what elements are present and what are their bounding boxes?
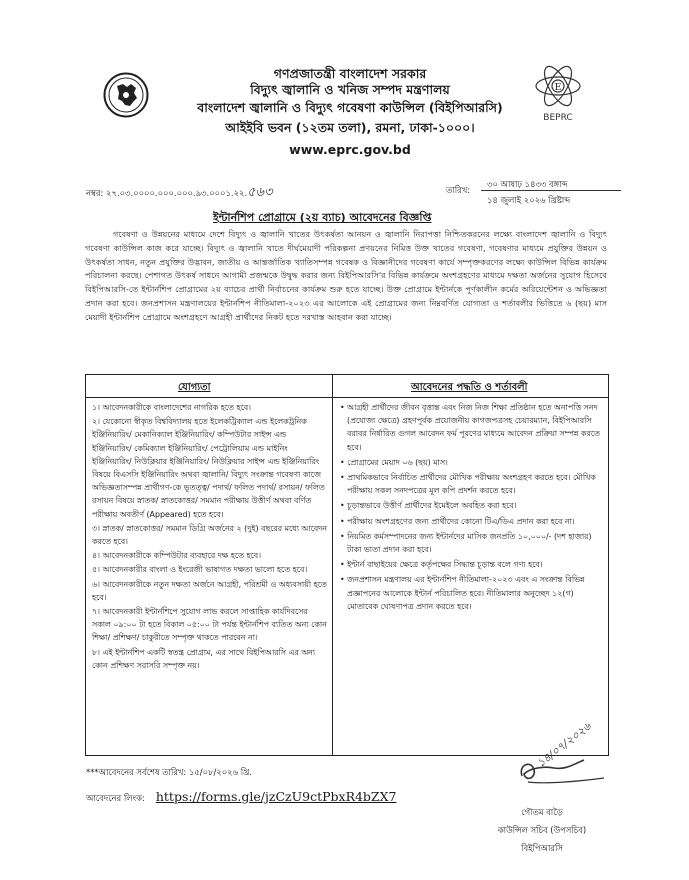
header-ministry: বিদ্যুৎ জ্বালানি ও খনিজ সম্পদ মন্ত্রণালয় — [250, 82, 450, 97]
list-item: ৫। আবেদনকারীর বাংলা ও ইংরেজী ভাষাগত দক্ষতা ভালো হতে হবে। — [92, 565, 308, 575]
application-form-link[interactable]: https://forms.gle/jzCzU9ctPbxR4bZX7 — [155, 789, 397, 804]
notice-title: ইন্টার্নশিপ প্রোগ্রামে (২য় ব্যাচ) আবেদনের বিজ্ঞপ্তি — [213, 211, 432, 224]
list-item: • আগ্রহী প্রার্থীদের জীবন বৃত্তান্ত এবং নিজ নিজ শিক্ষা প্রতিষ্ঠান হতে অনাপত্তি সনদ (প্রযোজ্য ক্ষেত্রে) গ্রহণপূর্বক প্রয়োজনীয় কাগজপত্রসহ চেয়ারম্যান, বিইপিআরসি বরাবর নির্ধারিত গুগল আবেদন ফর্ম পূরণের মাধ্যমে আবেদন প্রক্রিয়া সম্পন্ন করতে হবে। — [340, 403, 600, 452]
list-item: • পরীক্ষায় অংশগ্রহণের জন্য প্রার্থীদের কোনো টিএ/ডিএ প্রদান করা হবে না। — [340, 516, 575, 526]
beprc-logo-icon — [528, 62, 588, 124]
table-column-divider — [332, 375, 333, 755]
list-item: • ইন্টার্ন বাছাইয়ের ক্ষেত্রে কর্তৃপক্ষের সিদ্ধান্ত চূড়ান্ত বলে গণ্য হবে। — [340, 560, 543, 570]
date-bangla: ৩০ আষাঢ় ১৪৩৩ বঙ্গাব্দ — [487, 179, 568, 189]
list-item: • প্রাথমিকভাবে নির্বাচিত প্রার্থীদের মৌখিক পরীক্ষায় অংশগ্রহণ করতে হবে। মৌখিক পরীক্ষায় সকল সনদপত্রের মূল কপি প্রদর্শন করতে হবে। — [340, 473, 596, 496]
memo-number — [86, 183, 272, 204]
application-link-row — [86, 786, 396, 806]
list-item: • নিয়মিত কর্মসম্পাদনের জন্য ইন্টার্নদের মাসিক জনপ্রতি ১০,০০০/- (দশ হাজার) টাকা ভাতা প্রদান করা হবে। — [340, 531, 592, 555]
conditions-header: আবেদনের পদ্ধতি ও শর্তাবলী — [411, 382, 528, 393]
signature-handwritten-date: ১৪/০৭/২০২৬ — [534, 719, 594, 770]
beprc-logo-text: BEPRC — [543, 113, 573, 123]
list-item: • প্রোগ্রামের মেয়াদ ০৬ (ছয়) মাস। — [340, 457, 448, 467]
table-header-divider — [86, 397, 608, 398]
signatory-office: বিইপিআরসি — [521, 843, 563, 853]
date-english: ১৪ জুলাই ২০২৬ খ্রিষ্টাব্দ — [487, 195, 571, 205]
list-item: ২। যেকোনো স্বীকৃত বিশ্ববিদ্যালয় হতে ইলেকট্রিক্যাল এন্ড ইলেকট্রনিক ইঞ্জিনিয়ারিং/ মেকানিক্যাল ইঞ্জিনিয়ারিং/ কম্পিউটার সাইন্স এন্ড ইঞ্জিনিয়ারিং/ কেমিক্যাল ইঞ্জিনিয়ারিং/ পেট্রোলিয়াম এন্ড মাইনিং ইঞ্জিনিয়ারিং/ নিউক্লিয়ার ইঞ্জিনিয়ারিং/ নিউক্লিয়ার সাইন্স এন্ড ইঞ্জিনিয়ারিং বিষয়ে বিএসসি ইঞ্জিনিয়ারিং অথবা জ্বালানি/ বিদ্যুৎ সংক্রান্ত গবেষণা কাজে অভিজ্ঞতাসম্পন্ন প্রার্থীগণ-কে ভূতত্ত্ব/ পদার্থ/ ফলিত পদার্থ/ রসায়ন/ ফলিত রসায়ন বিষয়ে স্নাতক/ স্নাতকোত্তর/ সমমান পরীক্ষায় উত্তীর্ণ অথবা বর্ণিত পরীক্ষায় অবতীর্ণ (Appeared) হতে হবে। — [92, 417, 325, 519]
date-block — [477, 175, 621, 205]
svg-text:E: E — [554, 83, 562, 93]
signatory-name: গৌতম বাড়ৈ — [521, 807, 563, 817]
list-item: • জনপ্রশাসন মন্ত্রণালয় এর ইন্টার্নশিপ নীতিমালা-২০২৩ এবং এ সংক্রান্ত বিভিন্ন প্রজ্ঞাপনের আলোকে ইন্টার্ন পরিচালিত হবে। নীতিমালার অনুচ্ছেদ ১২(গ) মোতাবেক ঘোষণাপত্র প্রদান করতে হবে। — [340, 575, 585, 611]
list-item: ১। আবেদনকারীকে বাংলাদেশের নাগরিক হতে হবে। — [92, 403, 251, 412]
application-deadline: ***আবেদনের সর্বশেষ তারিখ: ১৫/০৮/২০২৬ খ্রি. — [86, 767, 253, 777]
list-item: • চূড়ান্তভাবে উত্তীর্ণ প্রার্থীদের ইমেইলে অবহিত করা হবে। — [340, 501, 517, 511]
list-item: ৩। স্নাতক/ স্নাতকোত্তর/ সমমান ডিগ্রি অর্জনের ২ (দুই) বছরের মধ্যে আবেদন করতে হবে। — [92, 523, 328, 547]
application-link-label: আবেদনের লিংক: — [86, 793, 145, 803]
government-seal-icon — [103, 72, 149, 118]
list-item: ৭। আবেদনকারী ইন্টার্নশিপে সুযোগ লাভ করলে সাপ্তাহিক কার্যদিবসের সকাল ০৯:০০ টা হতে বিকাল ০৫:০০ টা পর্যন্ত ইন্টার্নশিপ ব্যতিত অন্য কোন শিক্ষা/ প্রশিক্ষণ/ চাকুরীতে সম্পৃক্ত থাকতে পারবেন না। — [92, 607, 327, 643]
header-council: বাংলাদেশ জ্বালানি ও বিদ্যুৎ গবেষণা কাউন্সিল (বিইপিআরসি) — [197, 100, 503, 115]
list-item: ৪। আবেদনকারীকে কম্পিউটার ব্যবহারে দক্ষ হতে হবে। — [92, 551, 262, 561]
memo-number-value: ২৭.০৩.০০০০.০০০.০০০.৯৩.০০০১.২২. — [106, 188, 248, 198]
qualification-list — [92, 401, 328, 673]
eligibility-table — [85, 374, 609, 756]
conditions-list — [340, 401, 604, 615]
header-website[interactable]: www.eprc.gov.bd — [289, 142, 411, 157]
intro-paragraph: গবেষণা ও উন্নয়নের মাধ্যমে দেশে বিদ্যুৎ ও জ্বালানি খাতের উৎকর্ষতা আনয়ন ও জ্বালানি নিরাপত্তা নিশ্চিতকরনের লক্ষ্যে বাংলাদেশ জ্বালানি ও বিদ্যুৎ গবেষণা কাউন্সিল কাজ করে যাচ্ছে। বিদ্যুৎ ও জ্বালানি খাতে দীর্ঘমেয়াদী পরিকল্পনা প্রণয়নের নিমিত্ত উক্ত খাতের গবেষণা, গবেষণার মাধ্যমে প্রযুক্তির উন্নয়ন ও উৎকর্ষতা সাধন, নতুন প্রযুক্তির উদ্ভাবন, জাতীয় ও আন্তর্জাতিক খ্যাতিসম্পন্ন গবেষক ও বিজ্ঞানীদের গবেষণা কার্যে সম্পৃক্তকরণের লক্ষ্যে কাউন্সিল বিভিন্ন কার্যক্রম পরিচালনা করছে। পেশাগত উৎকর্ষ সাধনে আগামী প্রজন্মকে উদ্বুদ্ধ করার জন্য বিইপিআরসি'র বিভিন্ন কার্যক্রমে অংশগ্রহণের মাধ্যমে দক্ষতা অর্জনের সুযোগ হিসেবে বিইপিআরসি-তে ইন্টার্নশিপ প্রোগ্রামের ২য় ব্যাচের প্রার্থী নির্বাচনের কার্যক্রম শুরু হতে যাচ্ছে। উক্ত প্রোগ্রামে ইন্টার্নকে পূর্ণকালীন কর্মের অরিয়েন্টেশন ও অভিজ্ঞতা প্রদান করা হবে। জনপ্রশাসন মন্ত্রণালয়ের ইন্টার্নশিপ নীতিমালা-২০২৩ এর আলোকে এই প্রোগ্রামের জন্য নিম্নবর্ণিত যোগ্যতা ও শর্তাবলীর ভিত্তিতে ৬ (ছয়) মাস মেয়াদী ইন্টার্নশিপ প্রোগ্রামে অংশগ্রহণে আগ্রহী প্রার্থীদের নিকট হতে দরখাস্ত আহবান করা যাচ্ছে। — [85, 229, 607, 322]
list-item: ৬। আবেদনকারীকে নতুন দক্ষতা অর্জনে আগ্রহী, পরিশ্রমী ও অধ্যবসায়ী হতে হবে। — [92, 579, 327, 602]
date-label: তারিখ: — [446, 185, 471, 195]
memo-label: নম্বর: — [86, 188, 104, 198]
list-item: ৮। এই ইন্টার্নশিপ একটি স্বতন্ত্র প্রোগ্রাম, এর সাথে বিইপিআরসি এর অন্য কোন প্রশিক্ষণ সরাসরি সম্পৃক্ত নয়। — [92, 647, 316, 670]
header-address: আইইবি ভবন (১২তম তলা), রমনা, ঢাকা-১০০০। — [225, 120, 475, 135]
memo-handwritten-suffix: ৫৬৩ — [247, 185, 273, 200]
date-divider — [481, 190, 621, 191]
signatory-title: কাউন্সিল সচিব (উপসচিব) — [497, 825, 587, 835]
qualification-header: যোগ্যতা — [178, 382, 211, 393]
header-government: গণপ্রজাতন্ত্রী বাংলাদেশ সরকার — [273, 66, 427, 81]
